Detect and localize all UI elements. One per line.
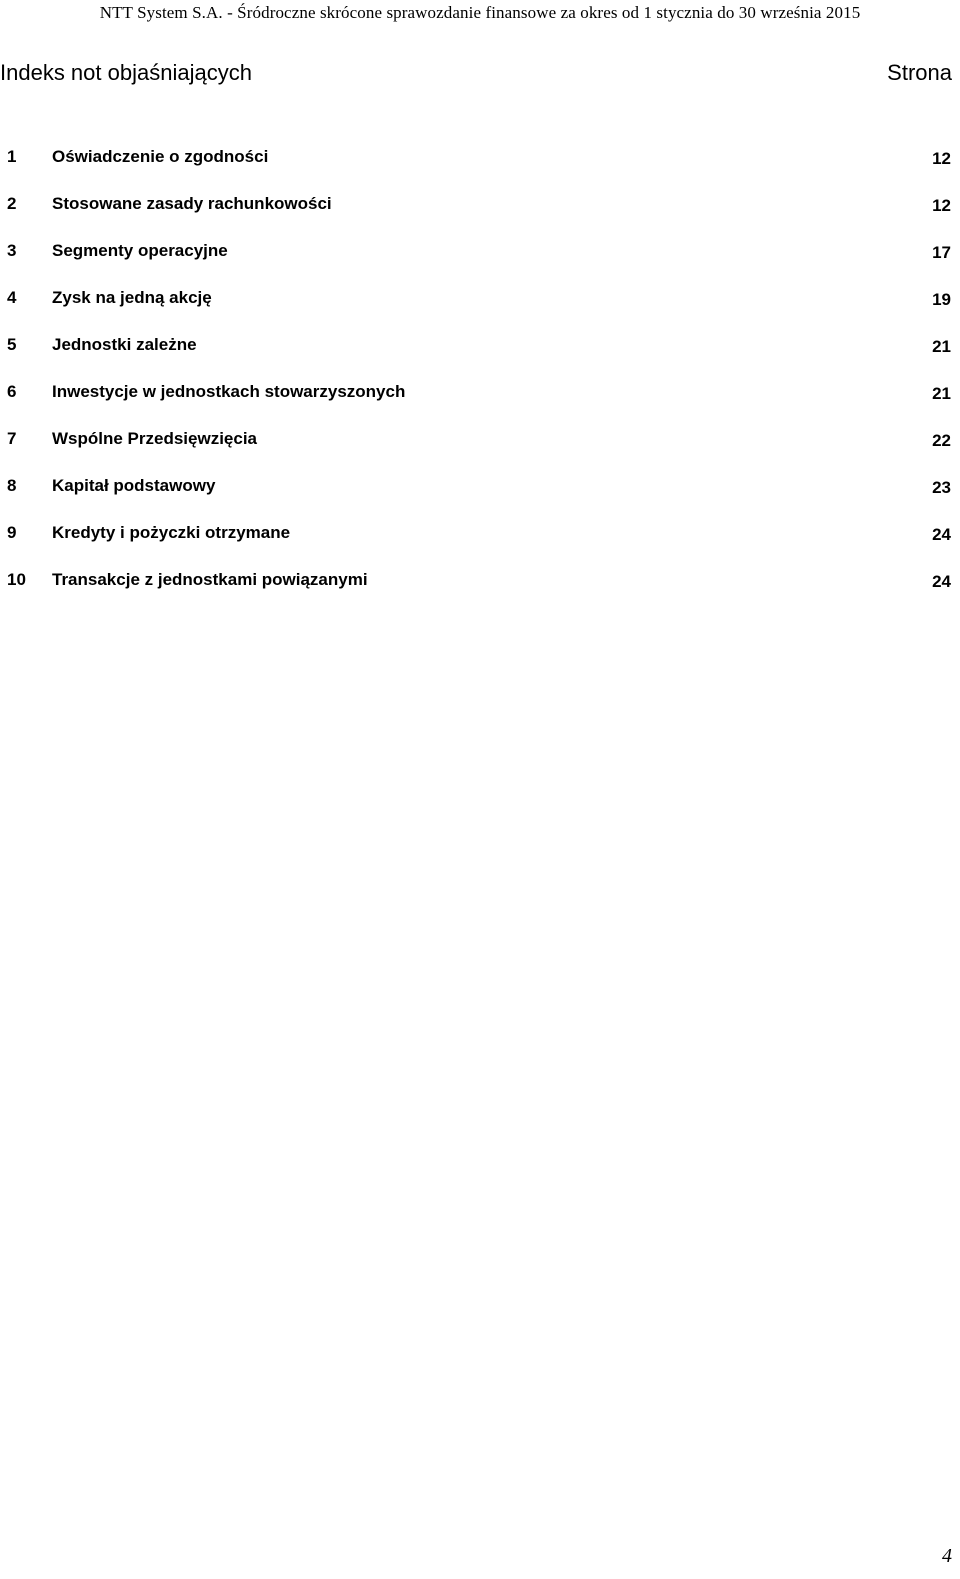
index-item-number: 4 [7, 288, 17, 307]
index-item[interactable] [0, 286, 960, 333]
index-item-label: Inwestycje w jednostkach stowarzyszonych [52, 382, 406, 401]
index-item-number: 7 [7, 429, 17, 448]
running-header: NTT System S.A. - Śródroczne skrócone sprawozdanie finansowe za okres od 1 stycznia do 30 września 2015 [99, 3, 861, 22]
index-item-page: 24 [932, 525, 951, 544]
index-item[interactable] [0, 380, 960, 427]
index-item-label: Zysk na jedną akcję [52, 288, 212, 307]
index-item[interactable] [0, 333, 960, 380]
index-item-page: 21 [932, 384, 951, 403]
index-item[interactable] [0, 474, 960, 521]
index-item[interactable] [0, 192, 960, 239]
index-item[interactable] [0, 427, 960, 474]
index-item-label: Transakcje z jednostkami powiązanymi [52, 570, 368, 589]
index-item-number: 5 [7, 335, 17, 354]
index-item-number: 2 [7, 194, 17, 213]
notes-index-list [0, 145, 960, 615]
index-item-label: Jednostki zależne [52, 335, 197, 354]
index-item-label: Oświadczenie o zgodności [52, 147, 269, 166]
index-item-number: 8 [7, 476, 17, 495]
index-item-number: 9 [7, 523, 17, 542]
index-item[interactable] [0, 239, 960, 286]
index-item-page: 19 [932, 290, 951, 309]
index-item-page: 24 [932, 572, 951, 591]
index-item-page: 12 [932, 196, 951, 215]
index-item-label: Kredyty i pożyczki otrzymane [52, 523, 291, 542]
index-item-number: 10 [7, 570, 26, 589]
index-item-label: Wspólne Przedsięwzięcia [52, 429, 258, 448]
index-item-page: 17 [932, 243, 951, 262]
index-item[interactable] [0, 521, 960, 568]
index-item[interactable] [0, 145, 960, 192]
index-item-page: 23 [932, 478, 951, 497]
index-title: Indeks not objaśniających [0, 60, 252, 85]
page-column-title: Strona [887, 60, 952, 85]
index-item[interactable] [0, 568, 960, 615]
index-item-label: Segmenty operacyjne [52, 241, 228, 260]
index-item-number: 3 [7, 241, 17, 260]
index-item-page: 21 [932, 337, 951, 356]
page-number: 4 [942, 1545, 952, 1567]
index-item-label: Kapitał podstawowy [52, 476, 216, 495]
index-item-label: Stosowane zasady rachunkowości [52, 194, 332, 213]
index-item-page: 12 [932, 149, 951, 168]
index-item-number: 1 [7, 147, 17, 166]
index-item-page: 22 [932, 431, 951, 450]
index-item-number: 6 [7, 382, 17, 401]
